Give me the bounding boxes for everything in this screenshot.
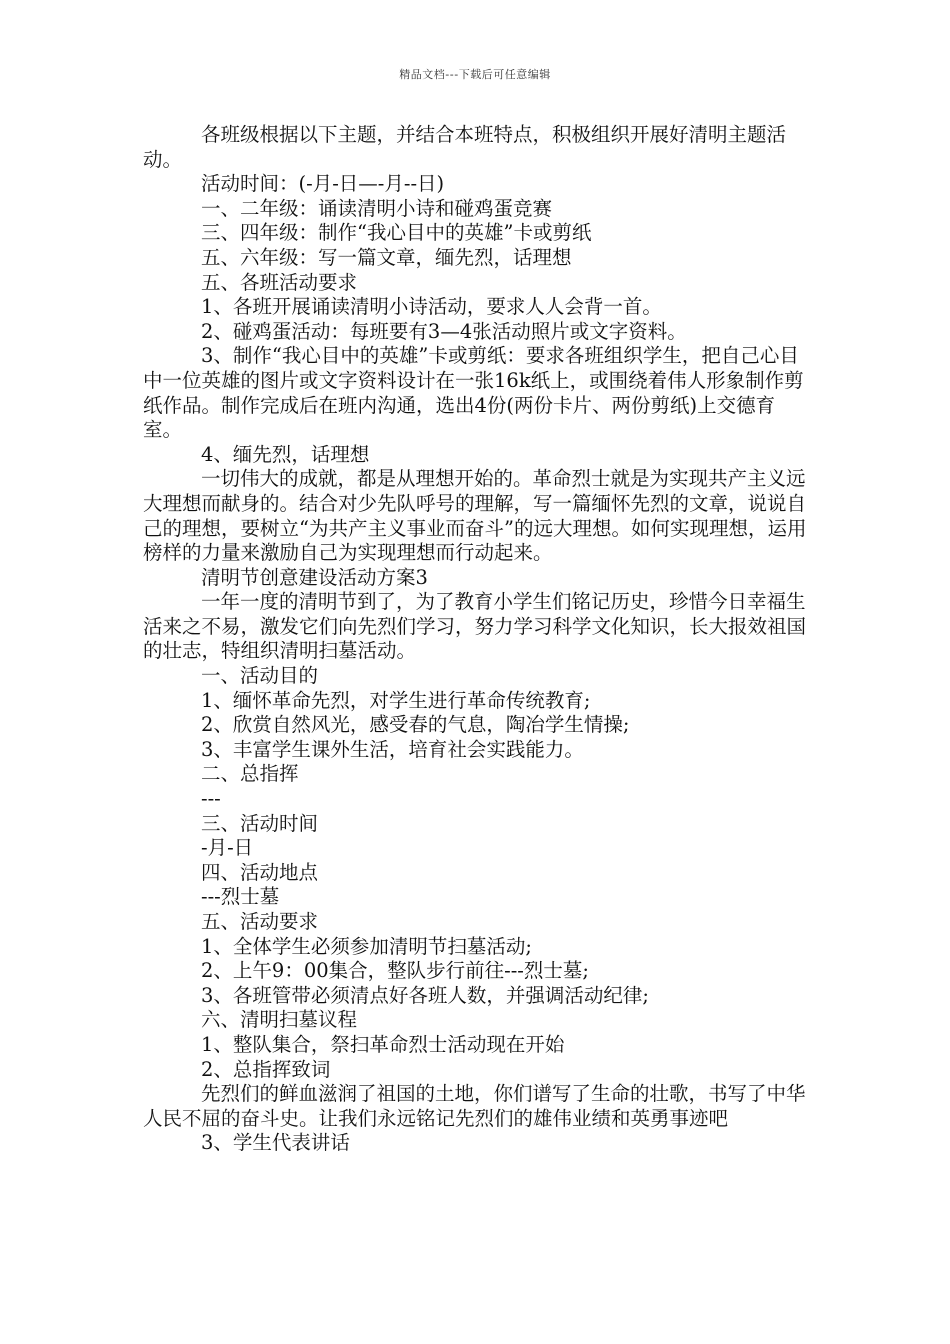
paragraph: 1、缅怀革命先烈，对学生进行革命传统教育;	[201, 688, 591, 712]
paragraph: ---	[201, 787, 221, 811]
paragraph: 1、全体学生必须参加清明节扫墓活动;	[201, 934, 532, 958]
paragraph: 3、各班管带必须清点好各班人数，并强调活动纪律;	[201, 983, 649, 1007]
section-heading: 三、活动时间	[201, 811, 319, 835]
paragraph: ---烈士墓	[201, 885, 280, 909]
section-title: 清明节创意建设活动方案3	[201, 565, 428, 589]
paragraph: 五、六年级：写一篇文章，缅先烈，话理想	[201, 245, 572, 269]
paragraph: 3、丰富学生课外生活，培育社会实践能力。	[201, 737, 584, 761]
section-heading: 六、清明扫墓议程	[201, 1008, 358, 1032]
page-header: 精品文档---下载后可任意编辑	[399, 68, 551, 81]
section-heading: 五、各班活动要求	[201, 270, 358, 294]
paragraph: 2、上午9：00集合，整队步行前往---烈士墓;	[201, 959, 589, 983]
paragraph: 2、碰鸡蛋活动：每班要有3—4张活动照片或文字资料。	[201, 319, 687, 343]
section-heading: 二、总指挥	[201, 762, 299, 786]
section-heading: 一、活动目的	[201, 664, 319, 688]
paragraph: 1、整队集合，祭扫革命烈士活动现在开始	[201, 1032, 565, 1056]
paragraph: 三、四年级：制作“我心目中的英雄”卡或剪纸	[201, 221, 592, 245]
paragraph: 一切伟大的成就，都是从理想开始的。革命烈士就是为实现共产主义远大理想而献身的。结合对少先队呼号的理解，写一篇缅怀先烈的文章，说说自己的理想，要树立“为共产主义事业而奋斗”的远大理想。如何实现理想，运用榜样的力量来激励自己为实现理想而行动起来。	[143, 467, 807, 565]
section-heading: 五、活动要求	[201, 910, 319, 933]
paragraph: 3、学生代表讲话	[201, 1131, 350, 1155]
paragraph: 2、欣赏自然风光，感受春的气息，陶冶学生情操;	[201, 713, 630, 737]
paragraph: 一、二年级：诵读清明小诗和碰鸡蛋竞赛	[201, 196, 553, 220]
document-body	[143, 123, 811, 1156]
section-heading: 四、活动地点	[201, 860, 319, 884]
paragraph: 1、各班开展诵读清明小诗活动，要求人人会背一首。	[201, 295, 662, 319]
paragraph: -月-日	[201, 836, 254, 860]
paragraph: 各班级根据以下主题，并结合本班特点，积极组织开展好清明主题活动。	[143, 123, 787, 171]
paragraph: 活动时间：(-月-日—-月--日)	[201, 172, 445, 196]
paragraph: 先烈们的鲜血滋润了祖国的土地，你们谱写了生命的壮歌，书写了中华人民不屈的奋斗史。让我们永远铭记先烈们的雄伟业绩和英勇事迹吧	[143, 1082, 806, 1130]
paragraph: 4、缅先烈，话理想	[201, 442, 370, 466]
paragraph: 一年一度的清明节到了，为了教育小学生们铭记历史，珍惜今日幸福生活来之不易，激发它们向先烈们学习，努力学习科学文化知识，长大报效祖国的壮志，特组织清明扫墓活动。	[143, 590, 807, 663]
paragraph: 2、总指挥致词	[201, 1057, 331, 1081]
paragraph: 3、制作“我心目中的英雄”卡或剪纸：要求各班组织学生，把自己心目中一位英雄的图片或文字资料设计在一张16k纸上，或围绕着伟人形象制作剪纸作品。制作完成后在班内沟通，选出4份(两份卡片、两份剪纸)上交德育室。	[143, 344, 804, 442]
